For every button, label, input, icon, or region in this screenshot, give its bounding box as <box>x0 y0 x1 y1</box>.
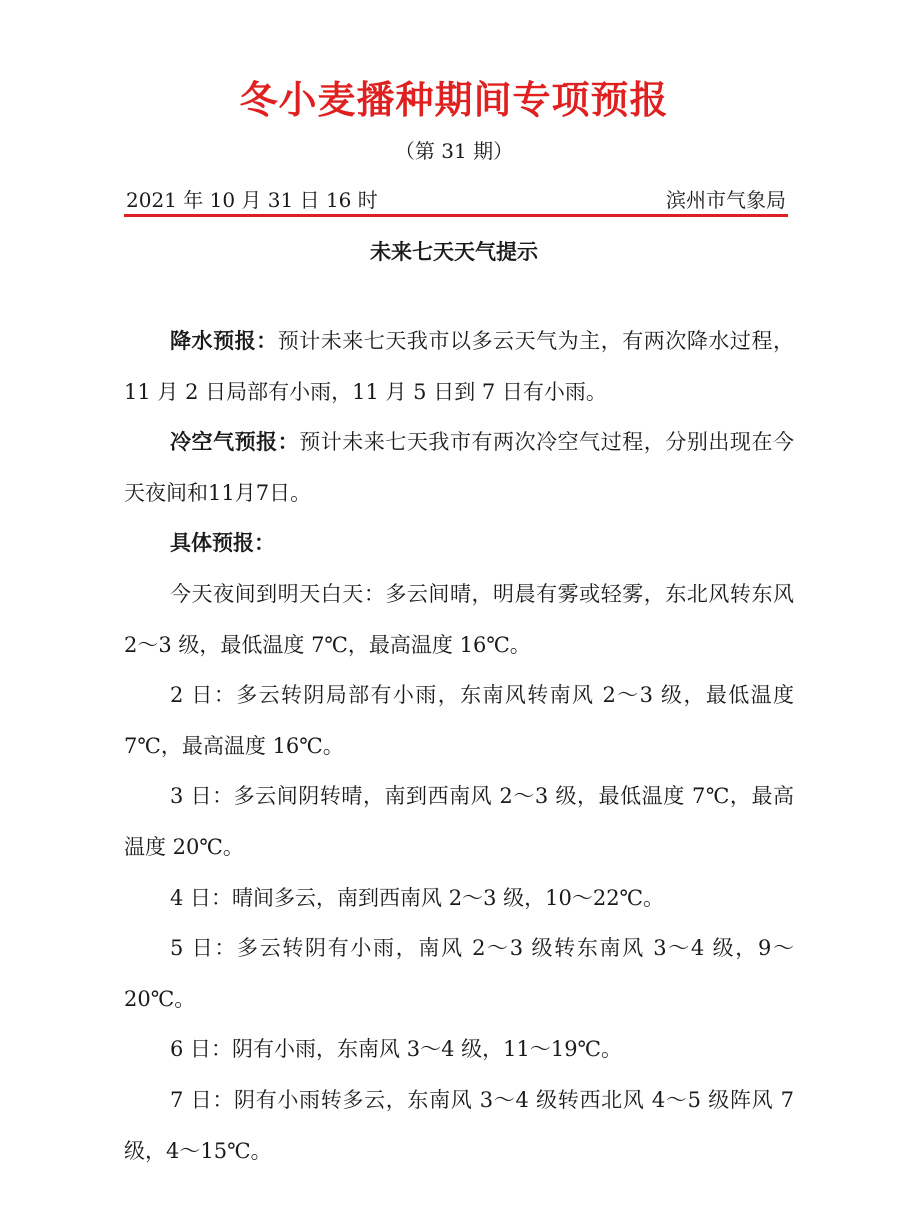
issue-date: 2021 年 10 月 31 日 16 时 <box>126 188 378 212</box>
red-divider-line <box>124 214 788 217</box>
daily-forecast-tonight: 今天夜间到明天白天：多云间晴，明晨有雾或轻雾，东北风转东风 2～3 级，最低温度 7℃，最高温度 16℃。 <box>124 581 794 657</box>
daily-forecast-day-4: 4 日：晴间多云，南到西南风 2～3 级，10～22℃。 <box>170 885 665 910</box>
cold-air-paragraph <box>124 417 794 518</box>
document-meta <box>126 186 786 214</box>
forecast-body <box>124 316 794 1176</box>
daily-forecast-day-2: 2 日：多云转阴局部有小雨，东南风转南风 2～3 级，最低温度 7℃，最高温度 16℃。 <box>124 683 794 758</box>
issuing-agency: 滨州市气象局 <box>666 188 786 212</box>
daily-forecast-day-5: 5 日：多云转阴有小雨，南风 2～3 级转东南风 3～4 级，9～20℃。 <box>124 936 794 1011</box>
daily-forecast-day-7: 7 日：阴有小雨转多云，东南风 3～4 级转西北风 4～5 级阵风 7 级，4～15℃。 <box>124 1087 794 1163</box>
detail-heading <box>124 518 794 569</box>
document-title: 冬小麦播种期间专项预报 <box>239 78 669 122</box>
detail-label: 具体预报： <box>170 531 275 556</box>
daily-forecast-day-3: 3 日：多云间阴转晴，南到西南风 2～3 级，最低温度 7℃，最高温度 20℃。 <box>124 784 794 859</box>
precipitation-label: 降水预报： <box>170 329 278 353</box>
precipitation-paragraph <box>124 316 794 417</box>
precipitation-text: 预计未来七天我市以多云天气为主，有两次降水过程，11 月 2 日局部有小雨，11 月 5 日到 7 日有小雨。 <box>124 329 795 404</box>
daily-forecast-day-6: 6 日：阴有小雨，东南风 3～4 级，11～19℃。 <box>170 1037 623 1062</box>
cold-air-label: 冷空气预报： <box>170 430 300 455</box>
issue-number: （第 31 期） <box>394 139 514 163</box>
section-subtitle: 未来七天天气提示 <box>370 240 538 264</box>
cold-air-text: 预计未来七天我市有两次冷空气过程，分别出现在今天夜间和11月7日。 <box>124 430 795 505</box>
